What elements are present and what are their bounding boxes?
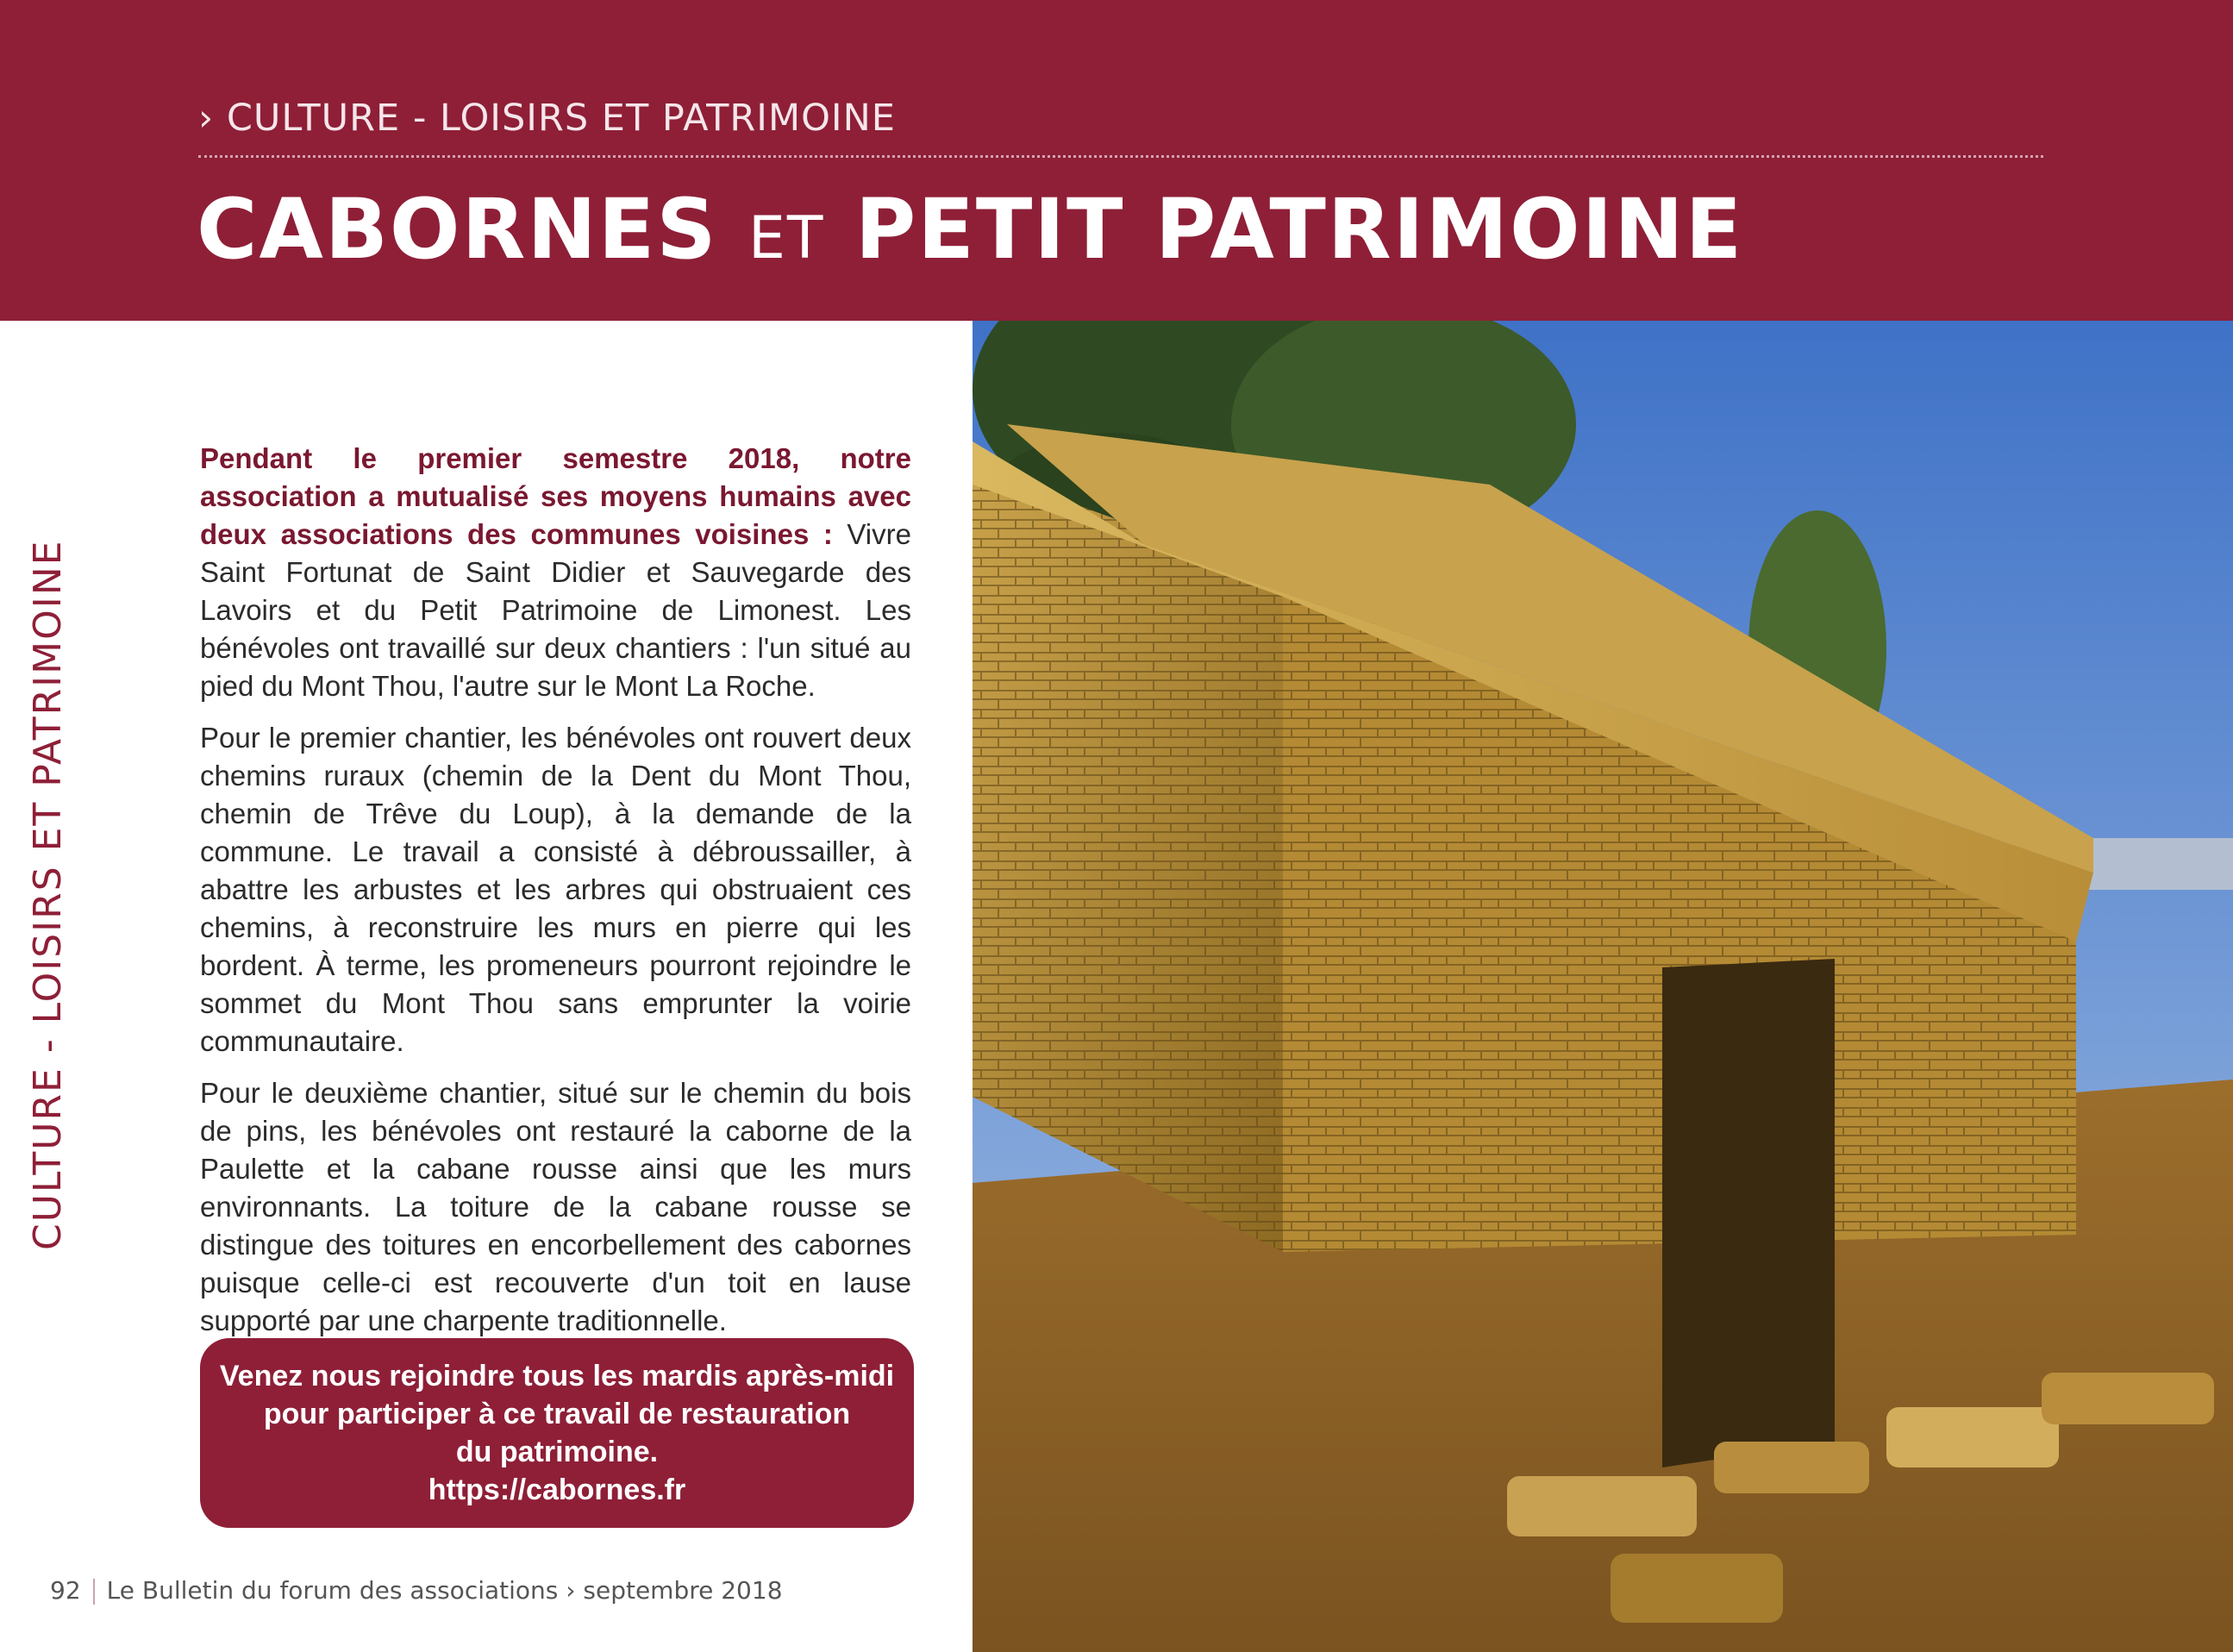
cta-line-1: Venez nous rejoindre tous les mardis après-midi: [219, 1360, 895, 1392]
article-body: [200, 440, 911, 1354]
title-connector: ET: [747, 204, 825, 272]
call-to-action-box: [200, 1338, 914, 1528]
vertical-section-label: CULTURE - LOISIRS ET PATRIMOINE: [26, 539, 70, 1250]
page-footer: [50, 1576, 783, 1605]
cta-line-2: pour participer à ce travail de restauration: [263, 1398, 851, 1430]
page-title: [197, 181, 1743, 278]
article-paragraph-1-rest: Vivre Saint Fortunat de Saint Didier et Sauvegarde des Lavoirs et du Petit Patrimoine de Limonest. Les bénévoles ont travaillé sur deux chantiers : l'un situé au pied du Mont Thou, l'autre sur le Mont La Roche.: [200, 518, 911, 702]
publication-name: Le Bulletin du forum des associations: [106, 1576, 559, 1605]
article-paragraph-3: Pour le deuxième chantier, situé sur le chemin du bois de pins, les bénévoles ont restauré la caborne de la Paulette et la cabane rousse ainsi que les murs environnants. La toiture de la cabane rousse se distingue des toitures en encorbellement des cabornes puisque celle-ci est recouverte d'un toit en lause supporté par une charpente traditionnelle.: [200, 1077, 911, 1336]
photo-illustration: [973, 321, 2233, 1652]
cta-line-3: du patrimoine.: [455, 1436, 659, 1468]
header-divider: [198, 155, 2043, 158]
section-label: › CULTURE - LOISIRS ET PATRIMOINE: [198, 97, 896, 140]
hut-doorway: [1662, 959, 1835, 1467]
publication-date: › septembre 2018: [566, 1576, 783, 1605]
article-paragraph-2: Pour le premier chantier, les bénévoles ont rouvert deux chemins ruraux (chemin de la Dent du Mont Thou, chemin de Trêve du Loup), à la demande de la commune. Le travail a consisté à débroussailler, à abattre les arbustes et les arbres qui obstruaient ces chemins, à reconstruire les murs en pierre qui les bordent. À terme, les promeneurs pourront rejoindre le sommet du Mont Thou sans emprunter la voirie communautaire.: [200, 722, 911, 1057]
article-paragraph-1: [200, 440, 911, 705]
cta-website-link[interactable]: https://cabornes.fr: [428, 1474, 686, 1506]
title-part2: PETIT PATRIMOINE: [854, 181, 1744, 278]
article-lead: Pendant le premier semestre 2018, notre association a mutualisé ses moyens humains avec deux associations des communes voisines :: [200, 442, 911, 550]
title-part1: CABORNES: [197, 181, 718, 278]
page-number: 92: [50, 1576, 81, 1605]
footer-separator: [93, 1579, 95, 1605]
page-header-band: [0, 0, 2233, 321]
stone-hut-photo: [973, 321, 2233, 1652]
